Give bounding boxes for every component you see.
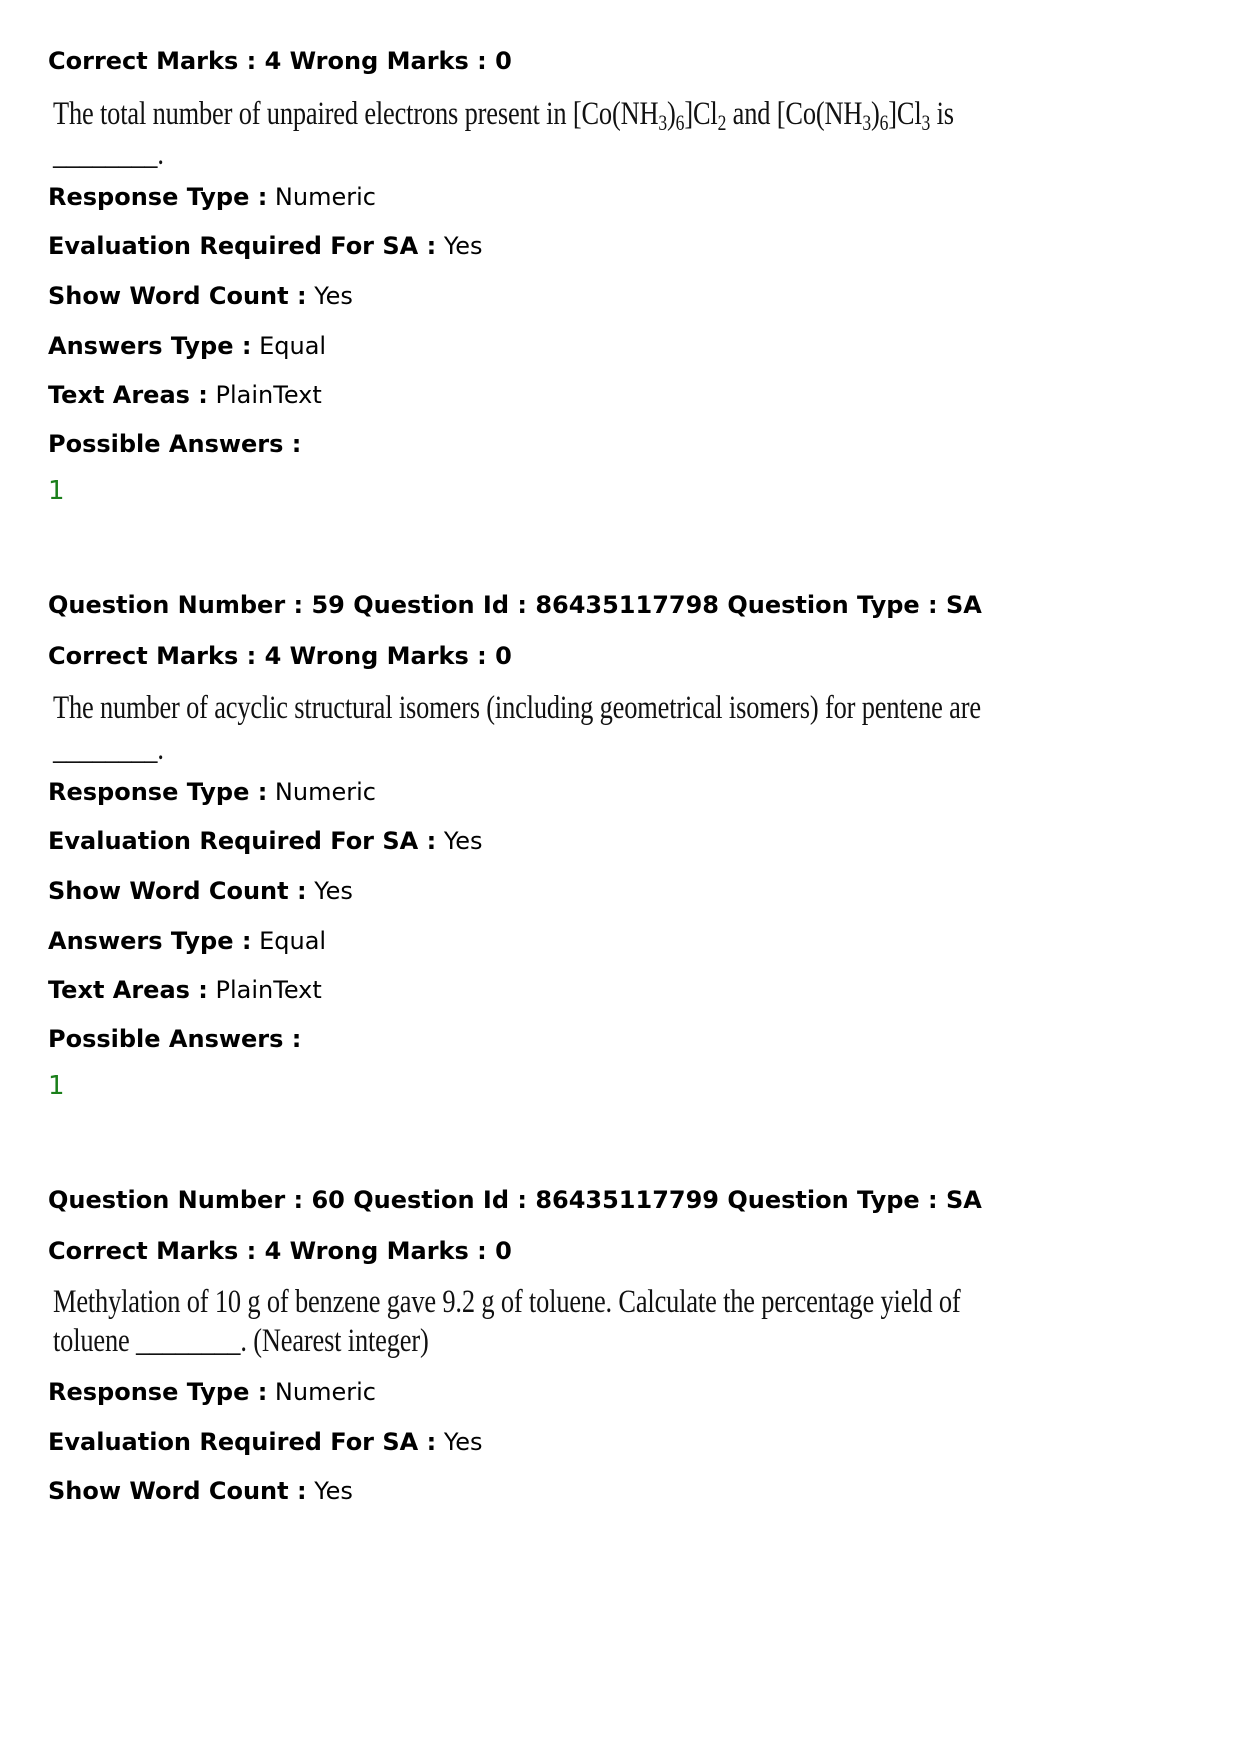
- field-possible-answers: Possible Answers :: [48, 1025, 302, 1053]
- marks-line-q59: Correct Marks : 4 Wrong Marks : 0: [48, 642, 512, 670]
- possible-answer-value: 1: [48, 476, 65, 506]
- field-show-word-count: Show Word Count : Yes: [48, 1477, 353, 1505]
- field-text-areas: Text Areas : PlainText: [48, 381, 322, 409]
- field-show-word-count: Show Word Count : Yes: [48, 877, 353, 905]
- possible-answer-value: 1: [48, 1071, 65, 1101]
- question-text-q59: The number of acyclic structural isomers (including geometrical isomers) for pentene are: [53, 690, 981, 726]
- field-show-word-count: Show Word Count : Yes: [48, 282, 353, 310]
- field-possible-answers: Possible Answers :: [48, 430, 302, 458]
- field-response-type: Response Type : Numeric: [48, 1378, 376, 1406]
- question-text-q58: The total number of unpaired electrons present in $[Co(NH_3)_6]Cl_2$ and $[Co(NH_3)_6]Cl_3$ is: [53, 96, 954, 135]
- field-evaluation-required: Evaluation Required For SA : Yes: [48, 232, 483, 260]
- field-evaluation-required: Evaluation Required For SA : Yes: [48, 1428, 483, 1456]
- question-header-q59: Question Number : 59 Question Id : 86435117798 Question Type : SA: [48, 591, 982, 619]
- field-answers-type: Answers Type : Equal: [48, 927, 327, 955]
- question-header-q60: Question Number : 60 Question Id : 86435117799 Question Type : SA: [48, 1186, 982, 1214]
- marks-line-q60: Correct Marks : 4 Wrong Marks : 0: [48, 1237, 512, 1265]
- field-response-type: Response Type : Numeric: [48, 778, 376, 806]
- question-text-q60: Methylation of 10 g of benzene gave 9.2 g of toluene. Calculate the percentage yield of: [53, 1284, 961, 1320]
- field-evaluation-required: Evaluation Required For SA : Yes: [48, 827, 483, 855]
- field-answers-type: Answers Type : Equal: [48, 332, 327, 360]
- question-blank-q59: ________.: [53, 731, 164, 767]
- marks-line-q58: Correct Marks : 4 Wrong Marks : 0: [48, 47, 512, 75]
- field-response-type: Response Type : Numeric: [48, 183, 376, 211]
- question-blank-q58: ________.: [53, 136, 164, 172]
- field-text-areas: Text Areas : PlainText: [48, 976, 322, 1004]
- question-text-q60-line2: toluene ________. (Nearest integer): [53, 1323, 429, 1359]
